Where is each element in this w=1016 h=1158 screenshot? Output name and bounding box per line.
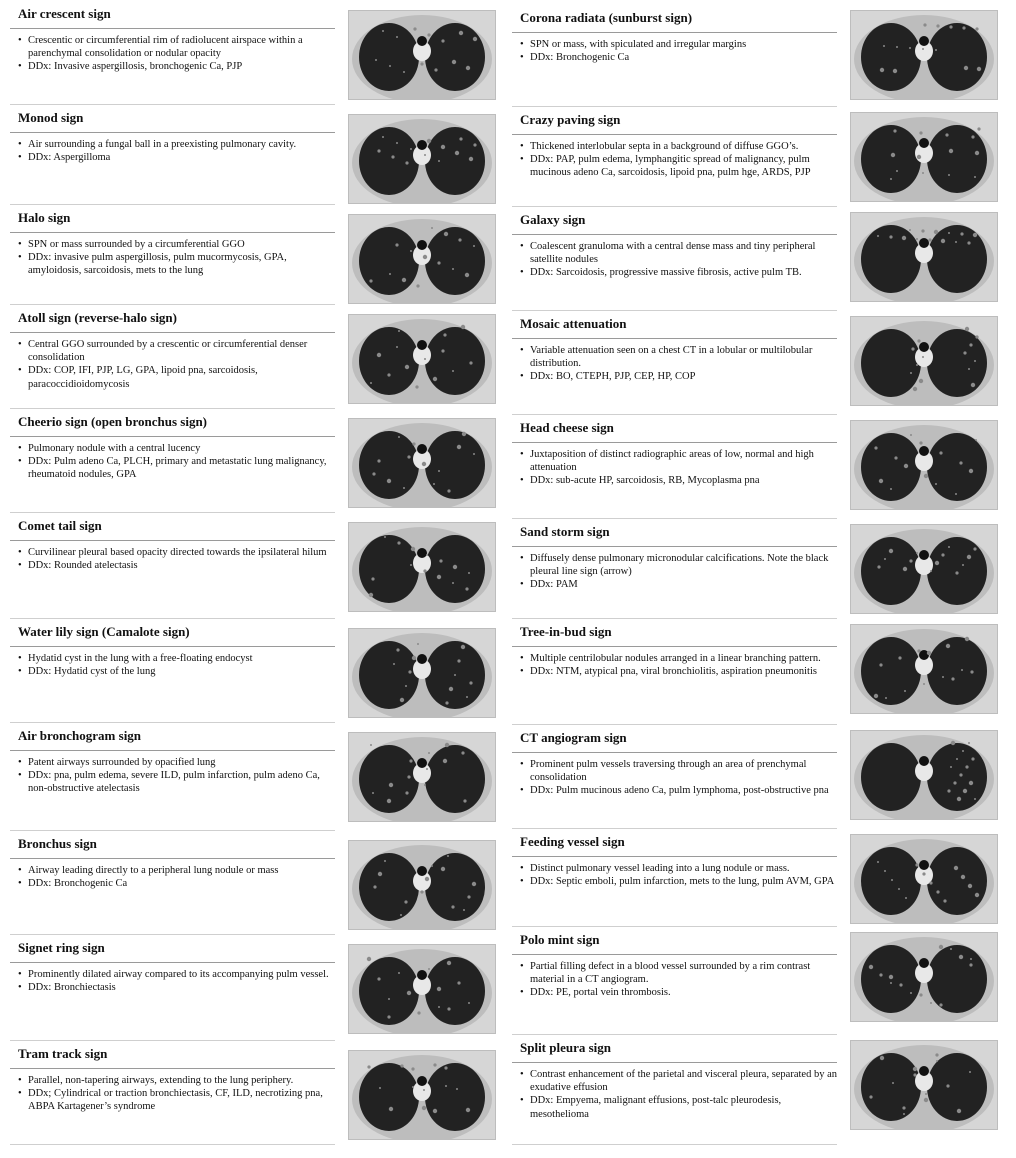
sign-entry-split-pleura-sign xyxy=(512,1040,1010,1150)
ct-image xyxy=(348,214,496,304)
sign-entry-tree-in-bud-sign xyxy=(512,624,1010,730)
sign-entry-sand-storm-sign xyxy=(512,524,1010,624)
sign-text xyxy=(512,524,837,592)
description-bullet: • Prominent pulm vessels traversing through an area of prenchymal consolidation xyxy=(520,758,837,784)
ct-image xyxy=(348,732,496,822)
ct-image xyxy=(348,628,496,718)
title-divider xyxy=(512,338,837,339)
sign-text xyxy=(512,834,837,888)
sign-title: Corona radiata (sunburst sign) xyxy=(520,10,693,25)
description-bullet: • Contrast enhancement of the parietal and visceral pleura, separated by an exudative effusion xyxy=(520,1068,837,1094)
sign-text xyxy=(10,310,335,391)
description-bullet: • Thickened interlobular septa in a background of diffuse GGO’s. xyxy=(520,140,837,153)
entry-divider xyxy=(10,408,335,409)
title-divider xyxy=(10,436,335,437)
description-bullet: • Diffusely dense pulmonary micronodular calcifications. Note the black pleural line sign (arrow) xyxy=(520,552,837,578)
description-bullet: • Pulmonary nodule with a central lucency xyxy=(18,442,335,455)
ct-image xyxy=(850,834,998,924)
entry-divider xyxy=(10,304,335,305)
description-bullet: • Central GGO surrounded by a crescentic or circumferential denser consolidation xyxy=(18,338,335,364)
entry-divider xyxy=(10,512,335,513)
description-bullet: • Curvilinear pleural based opacity directed towards the ipsilateral hilum xyxy=(18,546,335,559)
bullet-list xyxy=(10,338,335,391)
sign-entry-halo-sign xyxy=(10,210,508,310)
ct-image xyxy=(850,112,998,202)
ct-image xyxy=(348,944,496,1034)
ct-image xyxy=(850,624,998,714)
sign-text xyxy=(10,940,335,994)
entry-divider xyxy=(10,934,335,935)
ddx-bullet: • DDx: sub-acute HP, sarcoidosis, RB, Mycoplasma pna xyxy=(520,474,837,487)
bullet-list xyxy=(512,140,837,180)
ddx-bullet: • DDx: NTM, atypical pna, viral bronchiolitis, aspiration pneumonitis xyxy=(520,665,837,678)
bullet-list xyxy=(512,38,837,64)
sign-text xyxy=(10,110,335,164)
bullet-list xyxy=(512,344,837,384)
ddx-bullet: • DDx: BO, CTEPH, PJP, CEP, HP, COP xyxy=(520,370,837,383)
sign-entry-bronchus-sign xyxy=(10,836,508,940)
sign-title: Tram track sign xyxy=(18,1046,108,1061)
sign-text xyxy=(512,1040,837,1121)
bullet-list xyxy=(10,442,335,482)
ddx-bullet: • DDx: Septic emboli, pulm infarction, mets to the lung, pulm AVM, GPA xyxy=(520,875,837,888)
sign-title: Galaxy sign xyxy=(520,212,586,227)
description-bullet: • Variable attenuation seen on a chest CT in a lobular or multilobular distribution. xyxy=(520,344,837,370)
title-divider xyxy=(10,540,335,541)
ct-image xyxy=(850,730,998,820)
description-bullet: • Juxtaposition of distinct radiographic areas of low, normal and high attenuation xyxy=(520,448,837,474)
sign-title: Sand storm sign xyxy=(520,524,610,539)
ddx-bullet: • DDx: Bronchogenic Ca xyxy=(520,51,837,64)
sign-entry-mosaic-attenuation xyxy=(512,316,1010,420)
entry-divider xyxy=(512,206,837,207)
ddx-bullet: • DDx: Empyema, malignant effusions, post-talc pleurodesis, mesothelioma xyxy=(520,1094,837,1120)
sign-text xyxy=(512,10,837,64)
sign-text xyxy=(512,420,837,488)
title-divider xyxy=(10,1068,335,1069)
sign-text xyxy=(512,624,837,678)
ddx-bullet: • DDx: pna, pulm edema, severe ILD, pulm infarction, pulm adeno Ca, non-obstructive atelectasis xyxy=(18,769,335,795)
entry-divider xyxy=(512,724,837,725)
sign-entry-air-bronchogram-sign xyxy=(10,728,508,836)
sign-entry-head-cheese-sign xyxy=(512,420,1010,524)
ct-image xyxy=(348,314,496,404)
ct-image xyxy=(850,316,998,406)
title-divider xyxy=(512,546,837,547)
entry-divider xyxy=(512,828,837,829)
sign-title: Mosaic attenuation xyxy=(520,316,627,331)
sign-text xyxy=(10,836,335,890)
bullet-list xyxy=(512,1068,837,1121)
sign-text xyxy=(10,6,335,74)
bullet-list xyxy=(10,1074,335,1114)
description-bullet: • Distinct pulmonary vessel leading into a lung nodule or mass. xyxy=(520,862,837,875)
description-bullet: • Patent airways surrounded by opacified lung xyxy=(18,756,335,769)
sign-title: Tree-in-bud sign xyxy=(520,624,612,639)
sign-title: Split pleura sign xyxy=(520,1040,612,1055)
entry-divider xyxy=(512,518,837,519)
title-divider xyxy=(512,234,837,235)
title-divider xyxy=(10,232,335,233)
sign-text xyxy=(10,518,335,572)
entry-divider xyxy=(512,1034,837,1035)
entry-divider xyxy=(10,104,335,105)
description-bullet: • Coalescent granuloma with a central dense mass and tiny peripheral satellite nodules xyxy=(520,240,837,266)
bullet-list xyxy=(512,862,837,888)
bullet-list xyxy=(10,968,335,994)
description-bullet: • Multiple centrilobular nodules arranged in a linear branching pattern. xyxy=(520,652,837,665)
ddx-bullet: • DDx: invasive pulm aspergillosis, pulm mucormycosis, GPA, amyloidosis, sarcoidosis, mets to the lung xyxy=(18,251,335,277)
title-divider xyxy=(10,646,335,647)
description-bullet: • Partial filling defect in a blood vessel surrounded by a rim contrast material in a CT angiogram. xyxy=(520,960,837,986)
ddx-bullet: • DDx: Hydatid cyst of the lung xyxy=(18,665,335,678)
title-divider xyxy=(10,962,335,963)
sign-entry-atoll-sign xyxy=(10,310,508,414)
entry-divider xyxy=(10,722,335,723)
ddx-bullet: • DDx: Bronchogenic Ca xyxy=(18,877,335,890)
entry-divider xyxy=(512,1144,837,1145)
bullet-list xyxy=(10,138,335,164)
ddx-bullet: • DDx: Pulm mucinous adeno Ca, pulm lymphoma, post-obstructive pna xyxy=(520,784,837,797)
sign-title: Halo sign xyxy=(18,210,71,225)
sign-entry-air-crescent-sign xyxy=(10,6,508,110)
ct-image xyxy=(850,1040,998,1130)
title-divider xyxy=(512,32,837,33)
sign-title: Feeding vessel sign xyxy=(520,834,625,849)
ddx-bullet: • DDx: Sarcoidosis, progressive massive fibrosis, active pulm TB. xyxy=(520,266,837,279)
sign-title: Bronchus sign xyxy=(18,836,97,851)
sign-text xyxy=(10,210,335,278)
ddx-bullet: • DDx: Invasive aspergillosis, bronchogenic Ca, PJP xyxy=(18,60,335,73)
description-bullet: • Airway leading directly to a peripheral lung nodule or mass xyxy=(18,864,335,877)
ct-image xyxy=(850,212,998,302)
sign-entry-polo-mint-sign xyxy=(512,932,1010,1040)
bullet-list xyxy=(512,960,837,1000)
ddx-bullet: • DDx: PAP, pulm edema, lymphangitic spread of malignancy, pulm mucinous adeno Ca, sarcoidosis, lipoid pna, pulm hge, ARDS, PJP xyxy=(520,153,837,179)
entry-divider xyxy=(512,310,837,311)
description-bullet: • Crescentic or circumferential rim of radiolucent airspace within a parenchymal consolidation or nodular opacity xyxy=(18,34,335,60)
sign-title: Cheerio sign (open bronchus sign) xyxy=(18,414,208,429)
sign-title: Crazy paving sign xyxy=(520,112,621,127)
bullet-list xyxy=(10,756,335,796)
description-bullet: • Prominently dilated airway compared to its accompanying pulm vessel. xyxy=(18,968,335,981)
ddx-bullet: • DDx: Bronchiectasis xyxy=(18,981,335,994)
sign-entry-ct-angiogram-sign xyxy=(512,730,1010,834)
entry-divider xyxy=(10,830,335,831)
entry-divider xyxy=(512,926,837,927)
ddx-bullet: • DDx: Rounded atelectasis xyxy=(18,559,335,572)
title-divider xyxy=(512,1062,837,1063)
sign-text xyxy=(10,624,335,678)
sign-text xyxy=(512,316,837,384)
title-divider xyxy=(10,28,335,29)
entry-divider xyxy=(10,204,335,205)
bullet-list xyxy=(512,552,837,592)
title-divider xyxy=(512,134,837,135)
ddx-bullet: • DDx: PAM xyxy=(520,578,837,591)
sign-entry-cheerio-sign xyxy=(10,414,508,518)
sign-entry-tram-track-sign xyxy=(10,1046,508,1150)
ct-image xyxy=(850,10,998,100)
bullet-list xyxy=(10,546,335,572)
entry-divider xyxy=(10,618,335,619)
bullet-list xyxy=(10,652,335,678)
sign-title: CT angiogram sign xyxy=(520,730,627,745)
sign-title: Polo mint sign xyxy=(520,932,600,947)
sign-entry-corona-radiata xyxy=(512,10,1010,112)
sign-title: Signet ring sign xyxy=(18,940,105,955)
sign-title: Atoll sign (reverse-halo sign) xyxy=(18,310,177,325)
ct-image xyxy=(348,10,496,100)
description-bullet: • Hydatid cyst in the lung with a free-floating endocyst xyxy=(18,652,335,665)
sign-entry-crazy-paving-sign xyxy=(512,112,1010,212)
sign-text xyxy=(10,728,335,796)
sign-entry-signet-ring-sign xyxy=(10,940,508,1046)
bullet-list xyxy=(512,758,837,798)
entry-divider xyxy=(10,1040,335,1041)
ct-image xyxy=(348,1050,496,1140)
title-divider xyxy=(512,752,837,753)
sign-entry-galaxy-sign xyxy=(512,212,1010,316)
title-divider xyxy=(512,646,837,647)
sign-entry-comet-tail-sign xyxy=(10,518,508,624)
sign-entry-monod-sign xyxy=(10,110,508,210)
sign-title: Water lily sign (Camalote sign) xyxy=(18,624,190,639)
title-divider xyxy=(10,858,335,859)
bullet-list xyxy=(512,240,837,280)
sign-text xyxy=(10,414,335,482)
description-bullet: • Parallel, non-tapering airways, extending to the lung periphery. xyxy=(18,1074,335,1087)
title-divider xyxy=(10,332,335,333)
bullet-list xyxy=(10,238,335,278)
entry-divider xyxy=(10,1144,335,1145)
sign-text xyxy=(512,212,837,280)
entry-divider xyxy=(512,618,837,619)
sign-title: Comet tail sign xyxy=(18,518,102,533)
title-divider xyxy=(512,856,837,857)
ct-image xyxy=(348,114,496,204)
ddx-bullet: • DDx: COP, IFI, PJP, LG, GPA, lipoid pna, sarcoidosis, paracoccidioidomycosis xyxy=(18,364,335,390)
description-bullet: • Air surrounding a fungal ball in a preexisting pulmonary cavity. xyxy=(18,138,335,151)
sign-text xyxy=(512,932,837,1000)
ct-image xyxy=(850,932,998,1022)
ddx-bullet: • DDx: Aspergilloma xyxy=(18,151,335,164)
ct-image xyxy=(348,418,496,508)
ddx-bullet: • DDx: PE, portal vein thrombosis. xyxy=(520,986,837,999)
description-bullet: • SPN or mass surrounded by a circumferential GGO xyxy=(18,238,335,251)
sign-text xyxy=(10,1046,335,1114)
sign-entry-feeding-vessel-sign xyxy=(512,834,1010,932)
sign-text xyxy=(512,730,837,798)
entry-divider xyxy=(512,414,837,415)
entry-divider xyxy=(512,106,837,107)
description-bullet: • SPN or mass, with spiculated and irregular margins xyxy=(520,38,837,51)
ct-image xyxy=(348,522,496,612)
sign-title: Air bronchogram sign xyxy=(18,728,142,743)
ddx-bullet: • DDx: Pulm adeno Ca, PLCH, primary and metastatic lung malignancy, rheumatoid nodules, GPA xyxy=(18,455,335,481)
bullet-list xyxy=(512,448,837,488)
title-divider xyxy=(512,442,837,443)
bullet-list xyxy=(512,652,837,678)
sign-title: Head cheese sign xyxy=(520,420,614,435)
sign-title: Air crescent sign xyxy=(18,6,111,21)
title-divider xyxy=(10,750,335,751)
sign-text xyxy=(512,112,837,180)
ct-image xyxy=(850,524,998,614)
ct-image xyxy=(850,420,998,510)
sign-title: Monod sign xyxy=(18,110,84,125)
bullet-list xyxy=(10,864,335,890)
ct-image xyxy=(348,840,496,930)
sign-entry-water-lily-sign xyxy=(10,624,508,728)
title-divider xyxy=(512,954,837,955)
ddx-bullet: • DDx; Cylindrical or traction bronchiectasis, CF, ILD, necrotizing pna, ABPA Kartagener’s syndrome xyxy=(18,1087,335,1113)
bullet-list xyxy=(10,34,335,74)
title-divider xyxy=(10,132,335,133)
